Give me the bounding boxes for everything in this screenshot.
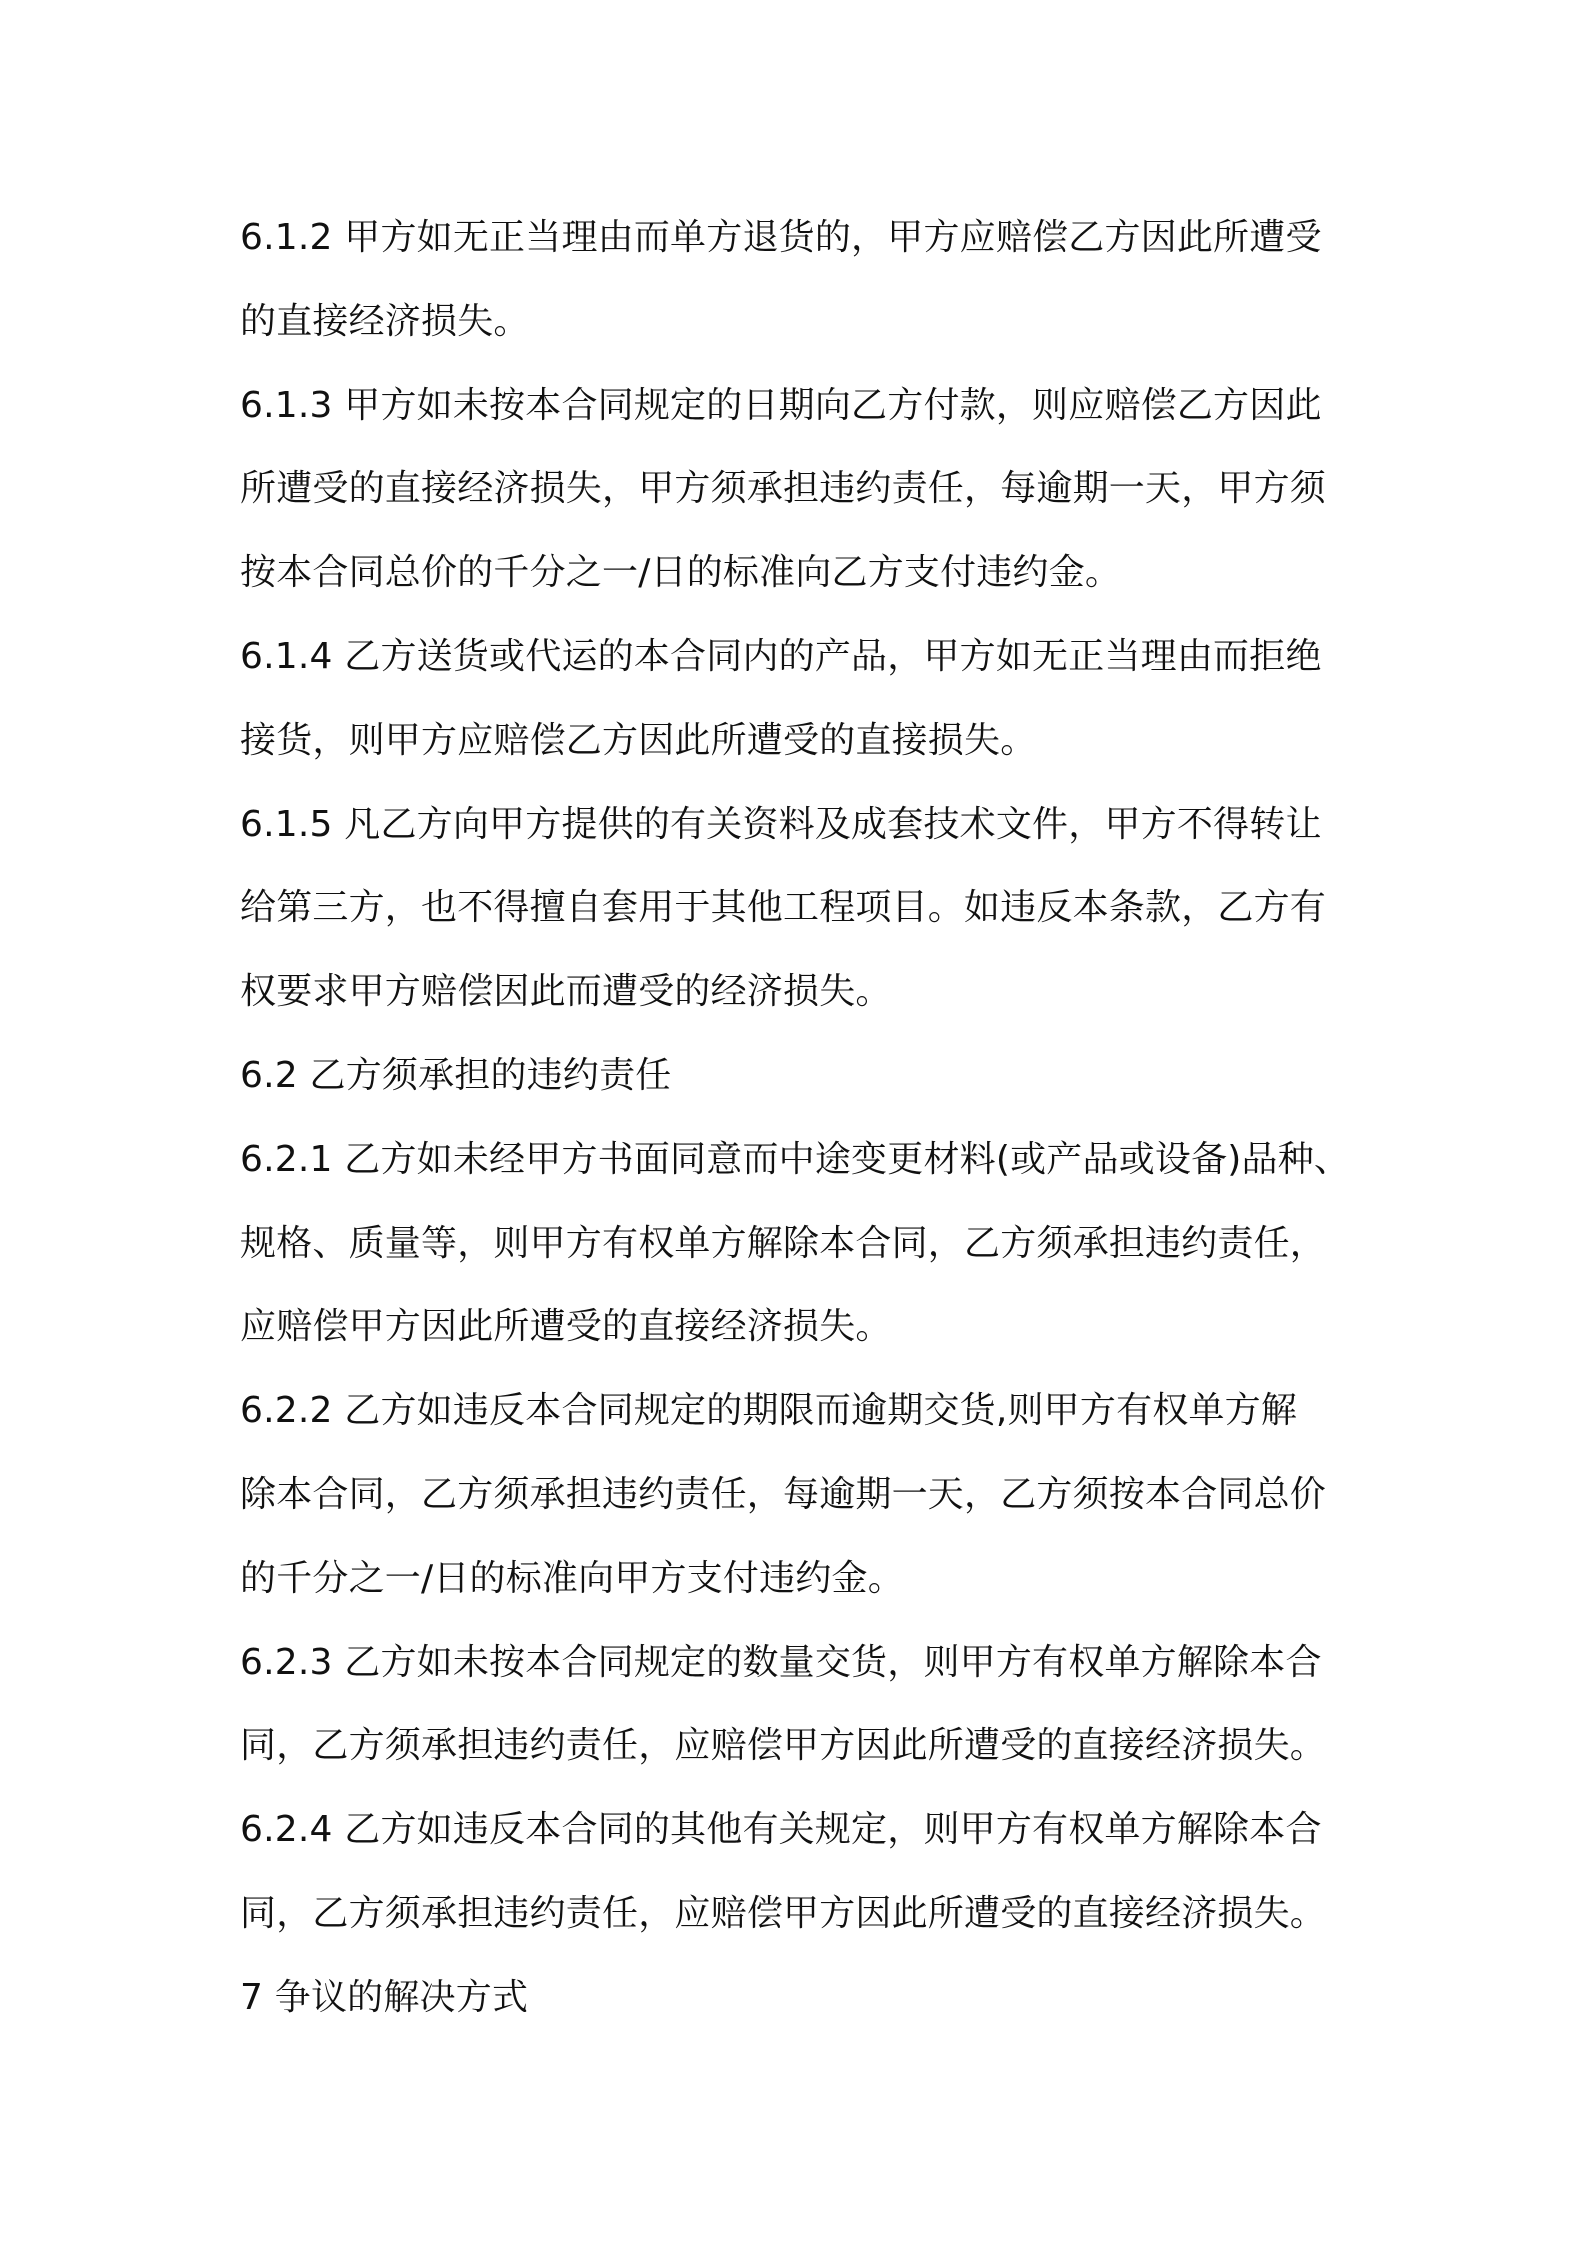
document-body [240, 196, 1360, 2040]
clause-6-1-2-line-1: 6.1.2 甲方如无正当理由而单方退货的，甲方应赔偿乙方因此所遭受 [240, 217, 1322, 258]
clause-6-1-5-line-3: 权要求甲方赔偿因此而遭受的经济损失。 [240, 971, 892, 1013]
clause-6-2-1-line-2: 规格、质量等，则甲方有权单方解除本合同，乙方须承担违约责任， [240, 1222, 1327, 1264]
section-6-2-heading: 6.2 乙方须承担的违约责任 [240, 1054, 672, 1096]
clause-6-1-3-line-3: 按本合同总价的千分之一/日的标准向乙方支付违约金。 [240, 552, 1122, 594]
clause-6-1-4-line-1: 6.1.4 乙方送货或代运的本合同内的产品，甲方如无正当理由而拒绝 [240, 635, 1322, 677]
clause-6-2-4-line-2: 同，乙方须承担违约责任，应赔偿甲方因此所遭受的直接经济损失。 [240, 1892, 1327, 1934]
clause-6-1-3-line-2: 所遭受的直接经济损失，甲方须承担违约责任，每逾期一天，甲方须 [240, 468, 1327, 510]
clause-6-1-3-line-1: 6.1.3 甲方如未按本合同规定的日期向乙方付款，则应赔偿乙方因此 [240, 384, 1322, 426]
clause-6-2-1-line-1: 6.2.1 乙方如未经甲方书面同意而中途变更材料(或产品或设备)品种、 [240, 1138, 1351, 1180]
clause-6-1-4-line-2: 接货，则甲方应赔偿乙方因此所遭受的直接损失。 [240, 719, 1037, 761]
clause-6-1-5-line-2: 给第三方，也不得擅自套用于其他工程项目。如违反本条款，乙方有 [240, 887, 1327, 929]
section-7-heading: 7 争议的解决方式 [240, 1976, 529, 2018]
clause-6-2-2-line-2: 除本合同，乙方须承担违约责任，每逾期一天，乙方须按本合同总价 [240, 1473, 1327, 1515]
clause-6-1-2-line-2: 的直接经济损失。 [240, 300, 530, 342]
clause-6-2-3-line-2: 同，乙方须承担违约责任，应赔偿甲方因此所遭受的直接经济损失。 [240, 1725, 1327, 1767]
clause-6-2-2-line-3: 的千分之一/日的标准向甲方支付违约金。 [240, 1557, 904, 1599]
clause-6-2-1-line-3: 应赔偿甲方因此所遭受的直接经济损失。 [240, 1306, 892, 1348]
clause-6-2-3-line-1: 6.2.3 乙方如未按本合同规定的数量交货，则甲方有权单方解除本合 [240, 1641, 1322, 1683]
clause-6-2-2-line-1: 6.2.2 乙方如违反本合同规定的期限而逾期交货,则甲方有权单方解 [240, 1390, 1298, 1432]
clause-6-2-4-line-1: 6.2.4 乙方如违反本合同的其他有关规定，则甲方有权单方解除本合 [240, 1809, 1322, 1851]
clause-6-1-5-line-1: 6.1.5 凡乙方向甲方提供的有关资料及成套技术文件，甲方不得转让 [240, 803, 1322, 845]
